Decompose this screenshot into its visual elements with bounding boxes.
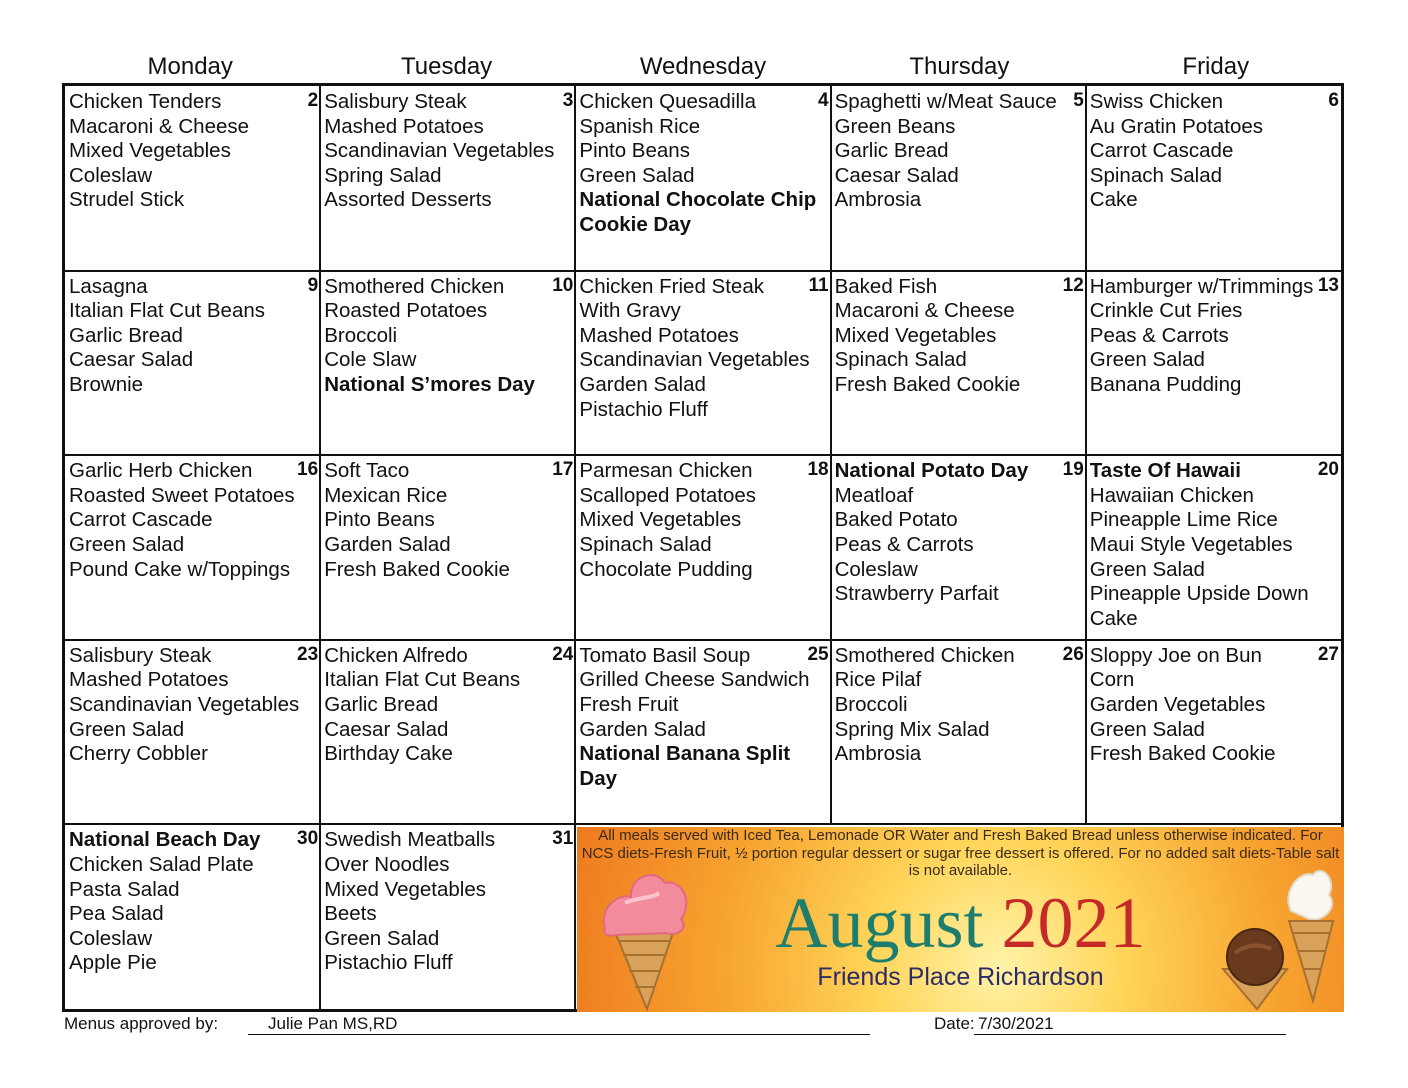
menu-item: Spaghetti w/Meat Sauce (834, 90, 1057, 113)
menu-item: Scandinavian Vegetables (579, 348, 810, 372)
day-number: 18 (807, 459, 829, 481)
menu-item: Swedish Meatballs (324, 828, 496, 852)
menu-item: Broccoli (834, 692, 908, 716)
menu-item: Garden Salad (579, 717, 706, 741)
location-name: Friends Place Richardson (817, 963, 1104, 991)
menu-item: Mashed Potatoes (324, 114, 484, 138)
menu-item: Mashed Potatoes (69, 668, 229, 692)
special-event-label: Taste Of Hawaii (1089, 459, 1241, 483)
menu-item: Mexican Rice (324, 483, 448, 507)
menu-item: Banana Pudding (1089, 372, 1242, 396)
menu-item: Caesar Salad (324, 717, 449, 741)
day-cell (1086, 271, 1341, 456)
menu-items (324, 828, 573, 976)
menu-item: Carrot Cascade (1089, 139, 1234, 163)
menu-items (69, 459, 318, 582)
menu-item: Brownie (69, 372, 144, 396)
menu-item: Pineapple Upside Down (1089, 582, 1309, 606)
menu-items (835, 275, 1084, 398)
menu-item: Crinkle Cut Fries (1089, 299, 1243, 323)
day-number: 9 (307, 274, 319, 296)
day-number: 20 (1317, 459, 1339, 481)
menu-item: Rice Pilaf (834, 668, 922, 692)
menu-item: Mixed Vegetables (579, 508, 742, 532)
menu-item: Mixed Vegetables (324, 877, 487, 901)
menu-item: Sloppy Joe on Bun (1089, 643, 1262, 667)
menu-items (835, 459, 1084, 607)
approved-by-label: Menus approved by: (64, 1014, 219, 1033)
menu-items (835, 90, 1084, 213)
grid-divider (574, 86, 576, 1009)
menu-item: Au Gratin Potatoes (1089, 114, 1264, 138)
day-number: 6 (1328, 90, 1339, 111)
grid-divider (319, 86, 321, 1009)
day-number: 4 (818, 90, 829, 111)
menu-items (579, 275, 828, 423)
day-cell (320, 455, 575, 640)
menu-item: Pinto Beans (324, 508, 435, 532)
day-cell (65, 824, 320, 1009)
day-number: 2 (307, 90, 319, 111)
menu-item: Garden Salad (579, 372, 706, 396)
menu-item: Caesar Salad (69, 348, 194, 372)
menu-item: Swiss Chicken (1089, 90, 1224, 113)
menu-item: Spinach Salad (834, 348, 967, 372)
menu-item: Mixed Vegetables (69, 139, 231, 163)
menu-item: Peas & Carrots (834, 532, 974, 556)
menu-item: Garlic Herb Chicken (69, 459, 253, 483)
day-cell (831, 271, 1086, 456)
day-cell (1086, 86, 1341, 271)
meals-note: All meals served with Iced Tea, Lemonade OR Water and Fresh Baked Bread unless otherwise indicated. For NCS diets-Fresh Fruit, ½ portion regular dessert or sugar free dessert is offered. For no added salt diets-Table salt is not available. (581, 827, 1340, 879)
grid-divider (65, 823, 1341, 825)
day-cell (65, 640, 320, 825)
menu-item: Garden Vegetables (1089, 692, 1266, 716)
menu-item: Parmesan Chicken (579, 459, 753, 483)
menu-item: Green Salad (1089, 717, 1205, 741)
menu-item: Strawberry Parfait (834, 582, 999, 606)
menu-item: With Gravy (579, 299, 681, 323)
menu-item: Green Salad (69, 532, 185, 556)
month-name: August (775, 883, 984, 963)
menu-item: Soft Taco (324, 459, 410, 483)
menu-items (1090, 90, 1339, 213)
menu-item: Italian Flat Cut Beans (324, 668, 521, 692)
menu-items (69, 90, 318, 213)
menu-item: Hawaiian Chicken (1089, 483, 1254, 507)
day-number: 12 (1062, 274, 1084, 296)
day-number: 5 (1073, 90, 1084, 111)
menu-item: Italian Flat Cut Beans (69, 299, 265, 323)
menu-item: Chicken Quesadilla (579, 90, 757, 113)
day-number: 30 (297, 828, 319, 850)
menu-item: Salisbury Steak (324, 90, 467, 113)
menu-item: Macaroni & Cheese (69, 114, 250, 138)
menu-item: Roasted Sweet Potatoes (69, 483, 295, 507)
menu-item: Pistachio Fluff (579, 397, 708, 421)
day-cell (1086, 640, 1341, 825)
day-cell (575, 86, 830, 271)
menu-item: Meatloaf (834, 483, 914, 507)
menu-items (324, 275, 573, 398)
day-number: 26 (1062, 643, 1084, 665)
day-header-thursday: Thursday (909, 53, 1010, 80)
menu-item: Cole Slaw (324, 348, 417, 372)
day-cell (320, 271, 575, 456)
menu-item: Scalloped Potatoes (579, 483, 757, 507)
special-event-label: National Banana Split Day (579, 742, 791, 790)
menu-item: Chicken Salad Plate (69, 852, 254, 876)
menu-item: Beets (324, 902, 377, 926)
day-header-tuesday: Tuesday (401, 53, 493, 80)
menu-item: Smothered Chicken (834, 643, 1015, 667)
menu-item: Green Salad (579, 163, 695, 187)
menu-item: Green Salad (69, 717, 185, 741)
grid-divider (65, 454, 1341, 456)
menu-item: Green Beans (834, 114, 956, 138)
menu-items (324, 459, 573, 582)
menu-item: Ambrosia (834, 188, 922, 212)
menu-item: Coleslaw (834, 557, 918, 581)
menu-items (1090, 459, 1339, 631)
menu-item: Fresh Fruit (579, 692, 679, 716)
menu-item: Pinto Beans (579, 139, 690, 163)
menu-item: Grilled Cheese Sandwich (579, 668, 810, 692)
menu-item: Garlic Bread (834, 139, 949, 163)
menu-item: Scandinavian Vegetables (324, 139, 555, 163)
day-number: 27 (1317, 643, 1339, 665)
menu-item: Hamburger w/Trimmings (1089, 274, 1314, 298)
special-event-label: National S’mores Day (324, 372, 535, 396)
menu-item: Lasagna (69, 274, 148, 298)
menu-item: Smothered Chicken (324, 274, 505, 298)
approver-name: Julie Pan MS,RD (248, 1014, 870, 1035)
menu-item: Pasta Salad (69, 877, 180, 901)
day-cell (575, 640, 830, 825)
day-cell (65, 455, 320, 640)
menu-item: Coleslaw (69, 926, 153, 950)
day-cell (575, 271, 830, 456)
menu-item: Baked Potato (834, 508, 958, 532)
date-label: Date: (934, 1014, 975, 1033)
day-number: 17 (552, 459, 574, 481)
day-cell (320, 824, 575, 1009)
day-number: 24 (552, 643, 574, 665)
weekday-header-row (62, 52, 1344, 82)
approval-date: 7/30/2021 (974, 1014, 1286, 1035)
menu-item: Salisbury Steak (69, 643, 212, 667)
menu-item: Fresh Baked Cookie (324, 557, 510, 581)
day-cell (831, 86, 1086, 271)
menu-item: Macaroni & Cheese (834, 299, 1015, 323)
menu-item: Fresh Baked Cookie (834, 372, 1021, 396)
day-number: 31 (552, 828, 574, 850)
approval-footer (64, 1014, 1344, 1036)
menu-item: Green Salad (324, 926, 440, 950)
day-header-friday: Friday (1182, 53, 1250, 80)
menu-item: Spinach Salad (1089, 163, 1223, 187)
chocolate-vanilla-ice-cream-cone-icon (1205, 861, 1341, 1011)
day-number: 25 (807, 643, 829, 665)
menu-item: Tomato Basil Soup (579, 643, 751, 667)
menu-item: Baked Fish (834, 274, 938, 298)
menu-items (579, 644, 828, 792)
menu-items (1090, 275, 1339, 398)
grid-divider (65, 639, 1341, 641)
month-banner (577, 827, 1344, 1012)
special-event-label: National Potato Day (834, 459, 1029, 483)
day-cell (575, 455, 830, 640)
menu-item: Birthday Cake (324, 742, 453, 766)
day-number: 13 (1317, 274, 1339, 296)
menu-item: Corn (1089, 668, 1135, 692)
menu-item: Pineapple Lime Rice (1089, 508, 1278, 532)
menu-items (579, 459, 828, 582)
menu-item: Mashed Potatoes (579, 323, 739, 347)
menu-items (324, 644, 573, 767)
menu-item: Spanish Rice (579, 114, 701, 138)
menu-item: Spring Salad (324, 163, 442, 187)
menu-item: Carrot Cascade (69, 508, 213, 532)
menu-item: Broccoli (324, 323, 398, 347)
menu-items (69, 828, 318, 976)
day-number: 16 (297, 459, 319, 481)
menu-item: Spring Mix Salad (834, 717, 990, 741)
day-cell (320, 640, 575, 825)
menu-items (1090, 644, 1339, 767)
day-header-wednesday: Wednesday (639, 53, 767, 80)
menu-item: Garlic Bread (69, 323, 183, 347)
menu-items (579, 90, 828, 238)
day-number: 11 (808, 274, 829, 296)
menu-item: Green Salad (1089, 348, 1205, 372)
menu-items (835, 644, 1084, 767)
day-cell (65, 86, 320, 271)
menu-item: Assorted Desserts (324, 188, 492, 212)
menu-item: Chicken Alfredo (324, 643, 468, 667)
menu-item: Pistachio Fluff (324, 951, 453, 975)
day-number: 19 (1062, 459, 1084, 481)
menu-item: Garlic Bread (324, 692, 439, 716)
month-year: 2021 (1001, 883, 1146, 963)
menu-item: Coleslaw (69, 163, 153, 187)
special-event-label: National Beach Day (69, 828, 261, 852)
menu-item: Strudel Stick (69, 188, 185, 212)
menu-item: Spinach Salad (579, 532, 712, 556)
menu-item: Mixed Vegetables (834, 323, 997, 347)
menu-item: Pound Cake w/Toppings (69, 557, 291, 581)
menu-item: Caesar Salad (834, 163, 959, 187)
day-header-monday: Monday (147, 53, 233, 80)
menu-item: Green Salad (1089, 557, 1205, 581)
menu-item: Cake (1089, 188, 1138, 212)
menu-items (69, 275, 318, 398)
menu-item: Cake (1089, 606, 1138, 630)
day-number: 23 (297, 643, 319, 665)
grid-divider (65, 270, 1341, 272)
menu-item: Chocolate Pudding (579, 557, 753, 581)
day-cell (65, 271, 320, 456)
day-cell (831, 640, 1086, 825)
menu-calendar-grid (62, 83, 1344, 1012)
menu-items (324, 90, 573, 213)
menu-item: Over Noodles (324, 852, 450, 876)
menu-item: Maui Style Vegetables (1089, 532, 1293, 556)
menu-item: Cherry Cobbler (69, 742, 208, 766)
menu-item: Scandinavian Vegetables (69, 692, 300, 716)
menu-item: Pea Salad (69, 902, 164, 926)
menu-item: Roasted Potatoes (324, 299, 488, 323)
menu-item: Ambrosia (834, 742, 922, 766)
menu-item: Garden Salad (324, 532, 451, 556)
day-cell (831, 455, 1086, 640)
day-cell (320, 86, 575, 271)
menu-item: Chicken Tenders (69, 90, 222, 113)
menu-item: Peas & Carrots (1089, 323, 1229, 347)
menu-item: Chicken Fried Steak (579, 274, 764, 298)
menu-items (69, 644, 318, 767)
day-number: 10 (552, 274, 574, 296)
menu-item: Apple Pie (69, 951, 157, 975)
special-event-label: National Chocolate Chip Cookie Day (579, 188, 817, 236)
day-cell (1086, 455, 1341, 640)
day-number: 3 (562, 90, 574, 111)
menu-item: Fresh Baked Cookie (1089, 742, 1276, 766)
